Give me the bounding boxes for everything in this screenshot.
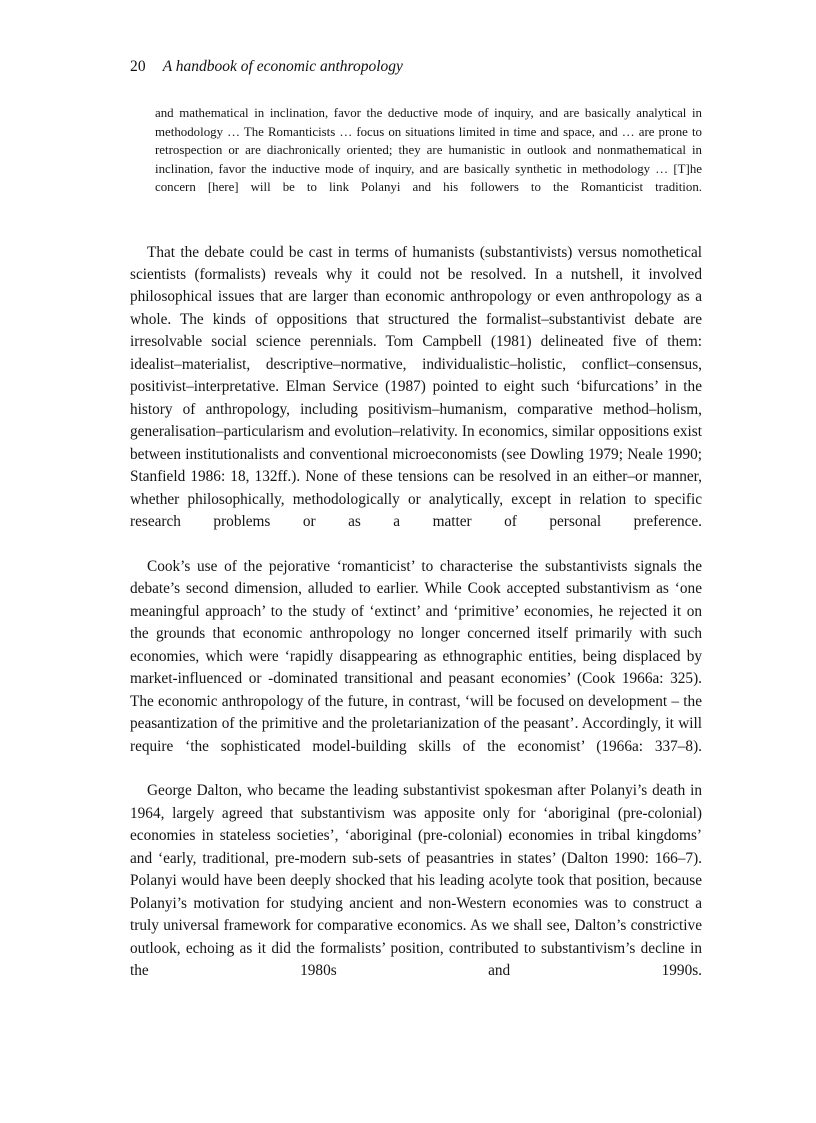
- body-text: [130, 242, 702, 1005]
- paragraph: Cook’s use of the pejorative ‘romanticist’ to characterise the substantivists signals the debate’s second dimension, alluded to earlier. While Cook accepted substantivism as ‘one meaningful approach’ to the study of ‘extinct’ and ‘primitive’ economies, he rejected it on the grounds that economic anthropology no longer concerned itself primarily with such economies, which were ‘rapidly disappearing as ethnographic entities, being displaced by market-influenced or -dominated transitional and peasant economies’ (Cook 1966a: 325). The economic anthropology of the future, in contrast, ‘will be focused on development – the peasantization of the primitive and the proletarianization of the peasant’. Accordingly, it will require ‘the sophisticated model-building skills of the economist’ (1966a: 337–8).: [130, 557, 702, 755]
- text-column: [130, 104, 702, 1005]
- block-quotation: [155, 104, 702, 216]
- block-quotation-text: and mathematical in inclination, favor the deductive mode of inquiry, and are basically analytical in methodology … The Romanticists … focus on situations limited in time and space, and … are prone to retrospection or are diachronically oriented; they are humanistic in outlook and nonmathematical in inclination, favor the inductive mode of inquiry, and are basically synthetic in methodology … [T]he concern [here] will be to link Polanyi and his followers to the Romanticist tradition.: [155, 106, 702, 195]
- paragraph: That the debate could be cast in terms of humanists (substantivists) versus nomothetical scientists (formalists) reveals why it could not be resolved. In a nutshell, it involved philosophical issues that are larger than economic anthropology or even anthropology as a whole. The kinds of oppositions that structured the formalist–substantivist debate are irresolvable social science perennials. Tom Campbell (1981) delineated five of them: idealist–materialist, descriptive–normative, individualistic–holistic, conflict–consensus, positivist–interpretative. Elman Service (1987) pointed to eight such ‘bifurcations’ in the history of anthropology, including positivism–humanism, comparative method–holism, generalisation–particularism and evolution–relativity. In economics, similar oppositions exist between institutionalists and conventional microeconomists (see Dowling 1979; Neale 1990; Stanfield 1986: 18, 132ff.). None of these tensions can be resolved in an either–or manner, whether philosophically, methodologically or analytically, except in relation to specific research problems or as a matter of personal preference.: [130, 243, 702, 530]
- paragraph: George Dalton, who became the leading substantivist spokesman after Polanyi’s death in 1964, largely agreed that substantivism was apposite only for ‘aboriginal (pre-colonial) economies in stateless societies’, ‘aboriginal (pre-colonial) economies in tribal kingdoms’ and ‘early, traditional, pre-modern sub-sets of peasantries in states’ (Dalton 1990: 166–7). Polanyi would have been deeply shocked that his leading acolyte took that position, because Polanyi’s motivation for studying ancient and non-Western economies was to construct a truly universal framework for comparative economics. As we shall see, Dalton’s constrictive outlook, echoing as it did the formalists’ position, contributed to substantivism’s decline in the 1980s and 1990s.: [130, 782, 702, 980]
- running-head-title: A handbook of economic anthropology: [162, 58, 403, 75]
- quote-spacer: [130, 216, 702, 242]
- running-head: [130, 58, 702, 80]
- page-number: 20: [130, 58, 146, 75]
